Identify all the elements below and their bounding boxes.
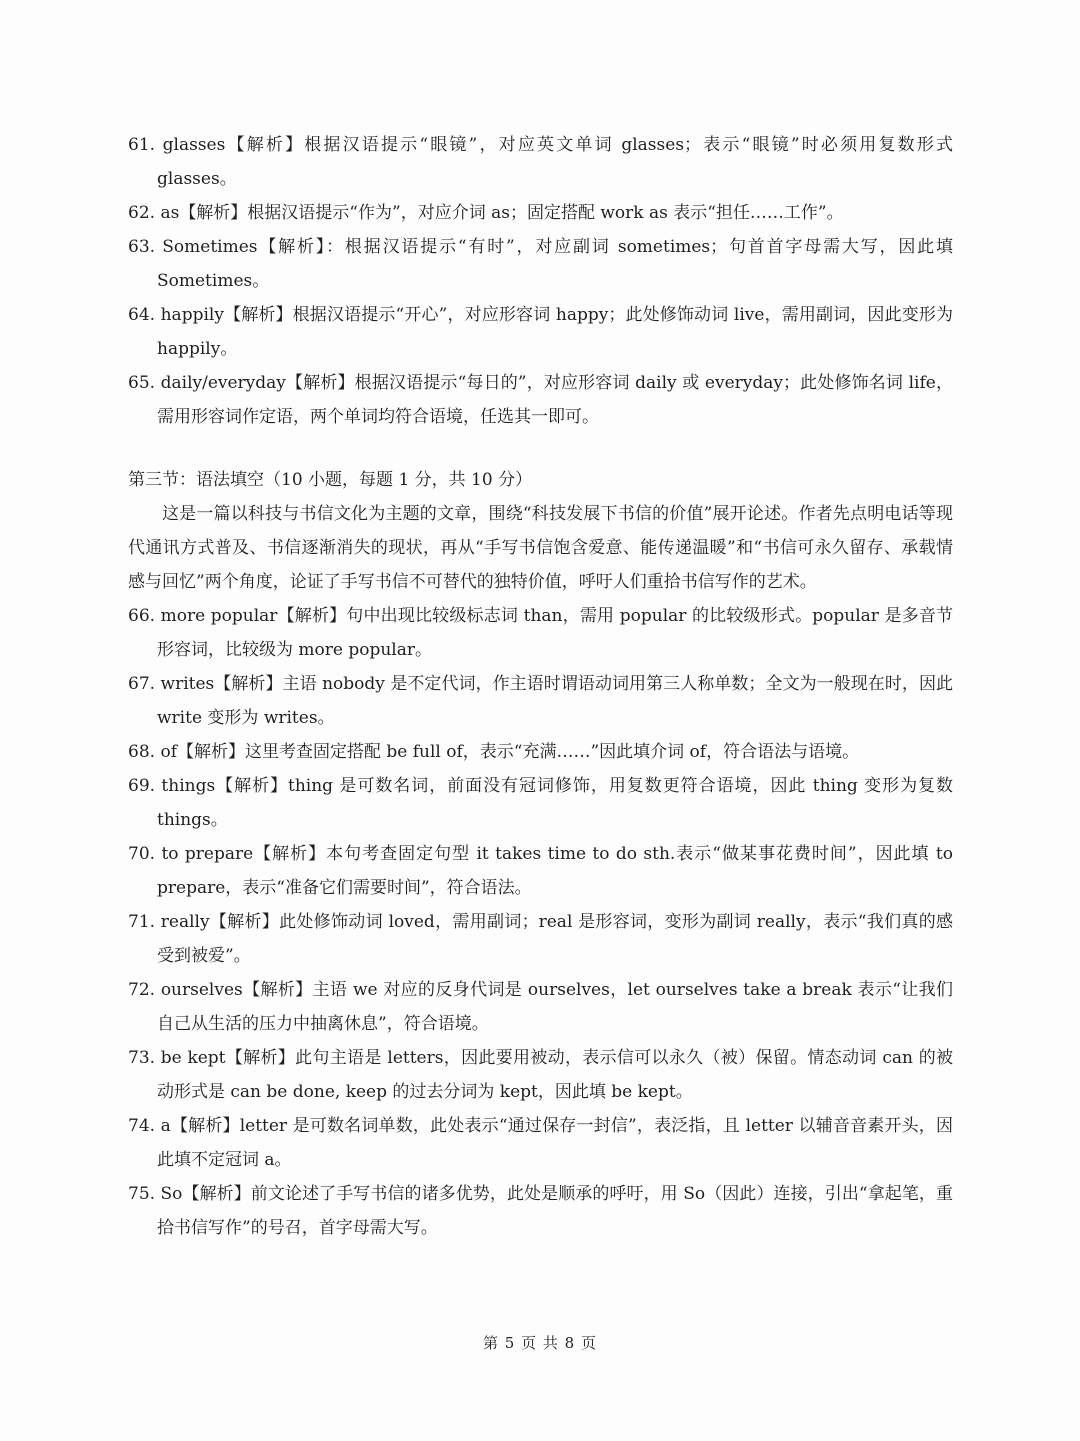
item-number: 65. bbox=[128, 373, 156, 393]
item-number: 63. bbox=[128, 237, 156, 257]
item-text: to prepare【解析】本句考查固定句型 it takes time to do sth.表示“做某事花费时间”，因此填 to prepare，表示“准备它们需要时间”，符合语法。 bbox=[157, 844, 953, 898]
answer-item-73 bbox=[128, 1041, 953, 1109]
answer-item-66 bbox=[128, 599, 953, 667]
item-number: 70. bbox=[128, 844, 156, 864]
page-content bbox=[128, 128, 953, 1245]
item-text: of【解析】这里考查固定搭配 be full of，表示“充满……”因此填介词 of，符合语法与语境。 bbox=[160, 742, 860, 762]
section-intro: 这是一篇以科技与书信文化为主题的文章，围绕“科技发展下书信的价值”展开论述。作者先点明电话等现代通讯方式普及、书信逐渐消失的现状，再从“手写书信饱含爱意、能传递温暖”和“书信可永久留存、承载情感与回忆”两个角度，论证了手写书信不可替代的独特价值，呼吁人们重拾书信写作的艺术。 bbox=[128, 504, 953, 592]
item-text: writes【解析】主语 nobody 是不定代词，作主语时谓语动词用第三人称单数；全文为一般现在时，因此 write 变形为 writes。 bbox=[157, 674, 954, 728]
answer-item-65 bbox=[128, 366, 953, 434]
item-number: 74. bbox=[128, 1116, 156, 1136]
item-number: 62. bbox=[128, 203, 156, 223]
answer-item-70 bbox=[128, 837, 953, 905]
item-text: So【解析】前文论述了手写书信的诸多优势，此处是顺承的呼吁，用 So（因此）连接，引出“拿起笔，重拾书信写作”的号召，首字母需大写。 bbox=[157, 1184, 953, 1238]
page-footer: 第 5 页 共 8 页 bbox=[483, 1334, 597, 1352]
item-text: more popular【解析】句中出现比较级标志词 than，需用 popular 的比较级形式。popular 是多音节形容词，比较级为 more popular。 bbox=[157, 606, 954, 660]
item-text: daily/everyday【解析】根据汉语提示“每日的”，对应形容词 daily 或 everyday；此处修饰名词 life，需用形容词作定语，两个单词均符合语境，任选其一即可。 bbox=[157, 373, 953, 427]
answer-item-62 bbox=[128, 196, 953, 230]
item-number: 61. bbox=[128, 135, 156, 155]
item-number: 73. bbox=[128, 1048, 156, 1068]
item-text: glasses【解析】根据汉语提示“眼镜”，对应英文单词 glasses；表示“眼镜”时必须用复数形式 glasses。 bbox=[157, 135, 953, 189]
item-text: be kept【解析】此句主语是 letters，因此要用被动，表示信可以永久（被）保留。情态动词 can 的被动形式是 can be done, keep 的过去分词为 kept，因此填 be kept。 bbox=[157, 1048, 954, 1102]
answer-item-72 bbox=[128, 973, 953, 1041]
item-text: as【解析】根据汉语提示“作为”，对应介词 as；固定搭配 work as 表示“担任……工作”。 bbox=[160, 203, 844, 223]
item-number: 66. bbox=[128, 606, 156, 626]
item-number: 75. bbox=[128, 1184, 156, 1204]
item-text: ourselves【解析】主语 we 对应的反身代词是 ourselves，let ourselves take a break 表示“让我们自己从生活的压力中抽离休息”，符合语境。 bbox=[157, 980, 954, 1034]
item-number: 68. bbox=[128, 742, 156, 762]
item-number: 71. bbox=[128, 912, 156, 932]
item-text: a【解析】letter 是可数名词单数，此处表示“通过保存一封信”，表泛指，且 letter 以辅音音素开头，因此填不定冠词 a。 bbox=[157, 1116, 953, 1170]
item-number: 72. bbox=[128, 980, 156, 1000]
answer-item-71 bbox=[128, 905, 953, 973]
item-text: happily【解析】根据汉语提示“开心”，对应形容词 happy；此处修饰动词 live，需用副词，因此变形为 happily。 bbox=[157, 305, 954, 359]
section-title: 第三节：语法填空（10 小题，每题 1 分，共 10 分） bbox=[128, 470, 533, 490]
answer-item-69 bbox=[128, 769, 953, 837]
section-gap bbox=[128, 434, 953, 463]
item-text: things【解析】thing 是可数名词，前面没有冠词修饰，用复数更符合语境，因此 thing 变形为复数 things。 bbox=[157, 776, 953, 830]
item-number: 69. bbox=[128, 776, 156, 796]
answer-item-61 bbox=[128, 128, 953, 196]
item-number: 64. bbox=[128, 305, 156, 325]
answer-item-67 bbox=[128, 667, 953, 735]
item-number: 67. bbox=[128, 674, 156, 694]
answer-item-64 bbox=[128, 298, 953, 366]
answer-item-74 bbox=[128, 1109, 953, 1177]
answer-item-68 bbox=[128, 735, 953, 769]
item-text: really【解析】此处修饰动词 loved，需用副词；real 是形容词，变形为副词 really，表示“我们真的感受到被爱”。 bbox=[157, 912, 954, 966]
item-text: Sometimes【解析】：根据汉语提示“有时”，对应副词 sometimes；句首首字母需大写，因此填 Sometimes。 bbox=[157, 237, 953, 291]
answer-item-63 bbox=[128, 230, 953, 298]
answer-item-75 bbox=[128, 1177, 953, 1245]
